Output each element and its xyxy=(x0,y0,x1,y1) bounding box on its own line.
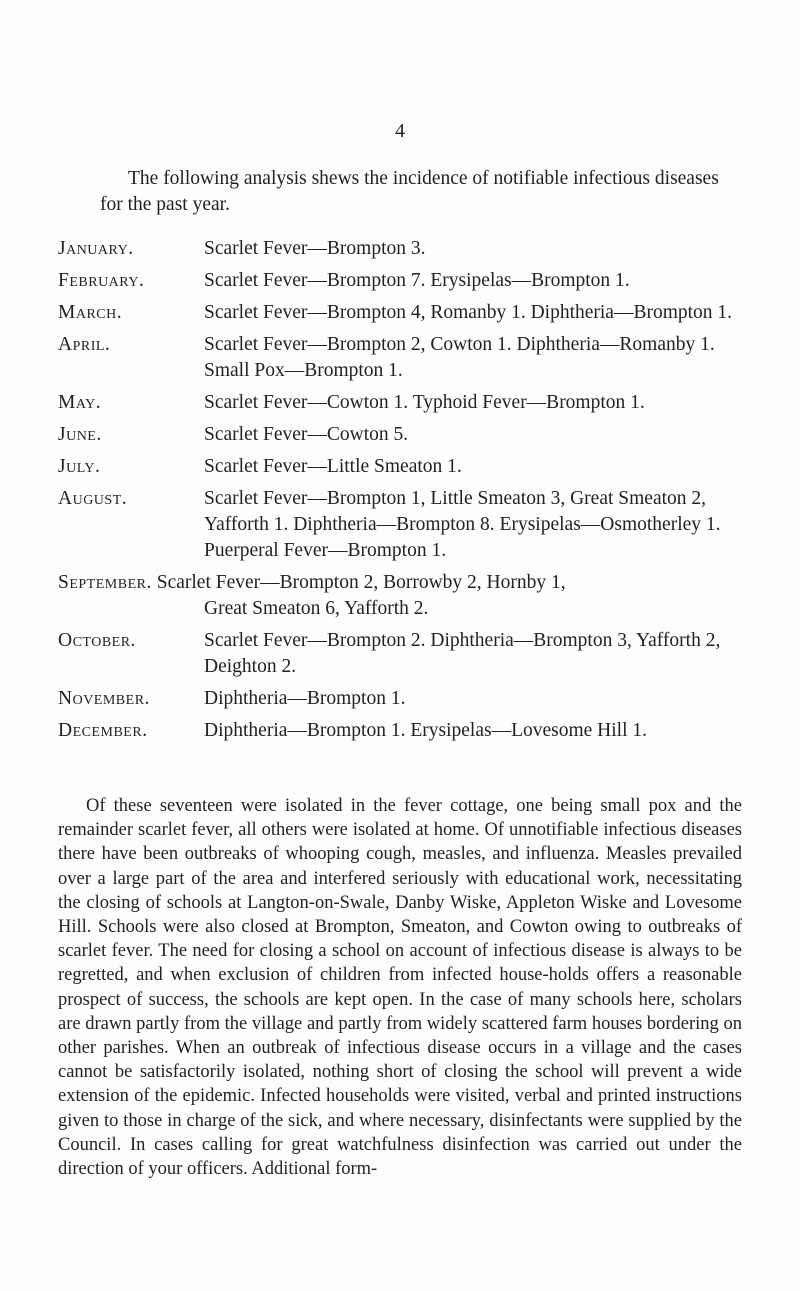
entry-september xyxy=(58,570,758,622)
month-label: August. xyxy=(58,488,128,509)
month-label: January. xyxy=(58,238,134,259)
entry-text: Scarlet Fever—Cowton 5. xyxy=(204,424,409,445)
entry-july xyxy=(58,454,758,480)
entry-january xyxy=(58,236,758,262)
entry-august xyxy=(58,486,758,564)
month-label: November. xyxy=(58,688,150,709)
entry-june xyxy=(58,422,758,448)
entry-text: Diphtheria—Brompton 1. Erysipelas—Lovesome Hill 1. xyxy=(204,720,648,741)
entry-text: Scarlet Fever—Little Smeaton 1. xyxy=(204,456,462,477)
entry-march xyxy=(58,300,758,326)
month-label: September. xyxy=(58,572,152,593)
entry-november xyxy=(58,686,758,712)
entry-text: Scarlet Fever—Brompton 3. xyxy=(204,238,426,259)
month-label: May. xyxy=(58,392,102,413)
month-label: June. xyxy=(58,424,102,445)
body-paragraph: Of these seventeen were isolated in the fever cottage, one being small pox and the remainder scarlet fever, all others were isolated at home. Of unnotifiable infectious diseases there have been outbreaks of whooping cough, measles, and influenza. Measles prevailed over a large part of the area and interfered seriously with educational work, necessitating the closing of schools at Langton-on-Swale, Danby Wiske, Appleton Wiske and Lovesome Hill. Schools were also closed at Brompton, Smeaton, and Cowton owing to outbreaks of scarlet fever. The need for closing a school on account of infectious disease is always to be regretted, and when exclusion of children from infected house-holds offers a reasonable prospect of success, the schools are kept open. In the case of many schools here, scholars are drawn partly from the village and partly from widely scattered farm houses bordering on other parishes. When an outbreak of infectious disease occurs in a village and the cases cannot be satisfactorily isolated, nothing short of closing the school will prevent a wide extension of the epidemic. Infected households were visited, verbal and printed instructions given to those in charge of the sick, and where necessary, disinfectants were supplied by the Council. In cases calling for great watchfulness disinfection was carried out under the direction of your officers. Additional form- xyxy=(58,796,742,1180)
intro-paragraph: The following analysis shews the incidence of notifiable infectious diseases for the past year. xyxy=(100,168,719,215)
entry-text: Scarlet Fever—Cowton 1. Typhoid Fever—Brompton 1. xyxy=(204,392,645,413)
entry-text: Scarlet Fever—Brompton 7. Erysipelas—Brompton 1. xyxy=(204,270,630,291)
month-label: December. xyxy=(58,720,148,741)
entry-october xyxy=(58,628,758,680)
month-label: October. xyxy=(58,630,136,651)
entry-text: Scarlet Fever—Brompton 2, Borrowby 2, Hornby 1, xyxy=(156,572,566,593)
entry-february xyxy=(58,268,758,294)
month-label: March. xyxy=(58,302,123,323)
month-label: July. xyxy=(58,456,101,477)
month-label: February. xyxy=(58,270,145,291)
entry-text: Scarlet Fever—Brompton 1, Little Smeaton 3, Great Smeaton 2, Yafforth 1. Diphtheria—Brompton 8. Erysipelas—Osmotherley 1. Puerperal Fever—Brompton 1. xyxy=(204,488,721,561)
entry-text: Scarlet Fever—Brompton 2, Cowton 1. Diphtheria—Romanby 1. Small Pox—Brompton 1. xyxy=(204,334,715,381)
entry-text: Diphtheria—Brompton 1. xyxy=(204,688,406,709)
entry-text: Scarlet Fever—Brompton 4, Romanby 1. Diphtheria—Brompton 1. xyxy=(204,302,733,323)
entry-may xyxy=(58,390,758,416)
page-number: 4 xyxy=(395,120,405,142)
entry-text: Scarlet Fever—Brompton 2. Diphtheria—Brompton 3, Yafforth 2, Deighton 2. xyxy=(204,630,721,677)
month-label: April. xyxy=(58,334,111,355)
entry-april xyxy=(58,332,758,384)
entry-december xyxy=(58,718,758,744)
entry-text-continued: Great Smeaton 6, Yafforth 2. xyxy=(204,598,429,619)
monthly-analysis xyxy=(58,236,758,750)
